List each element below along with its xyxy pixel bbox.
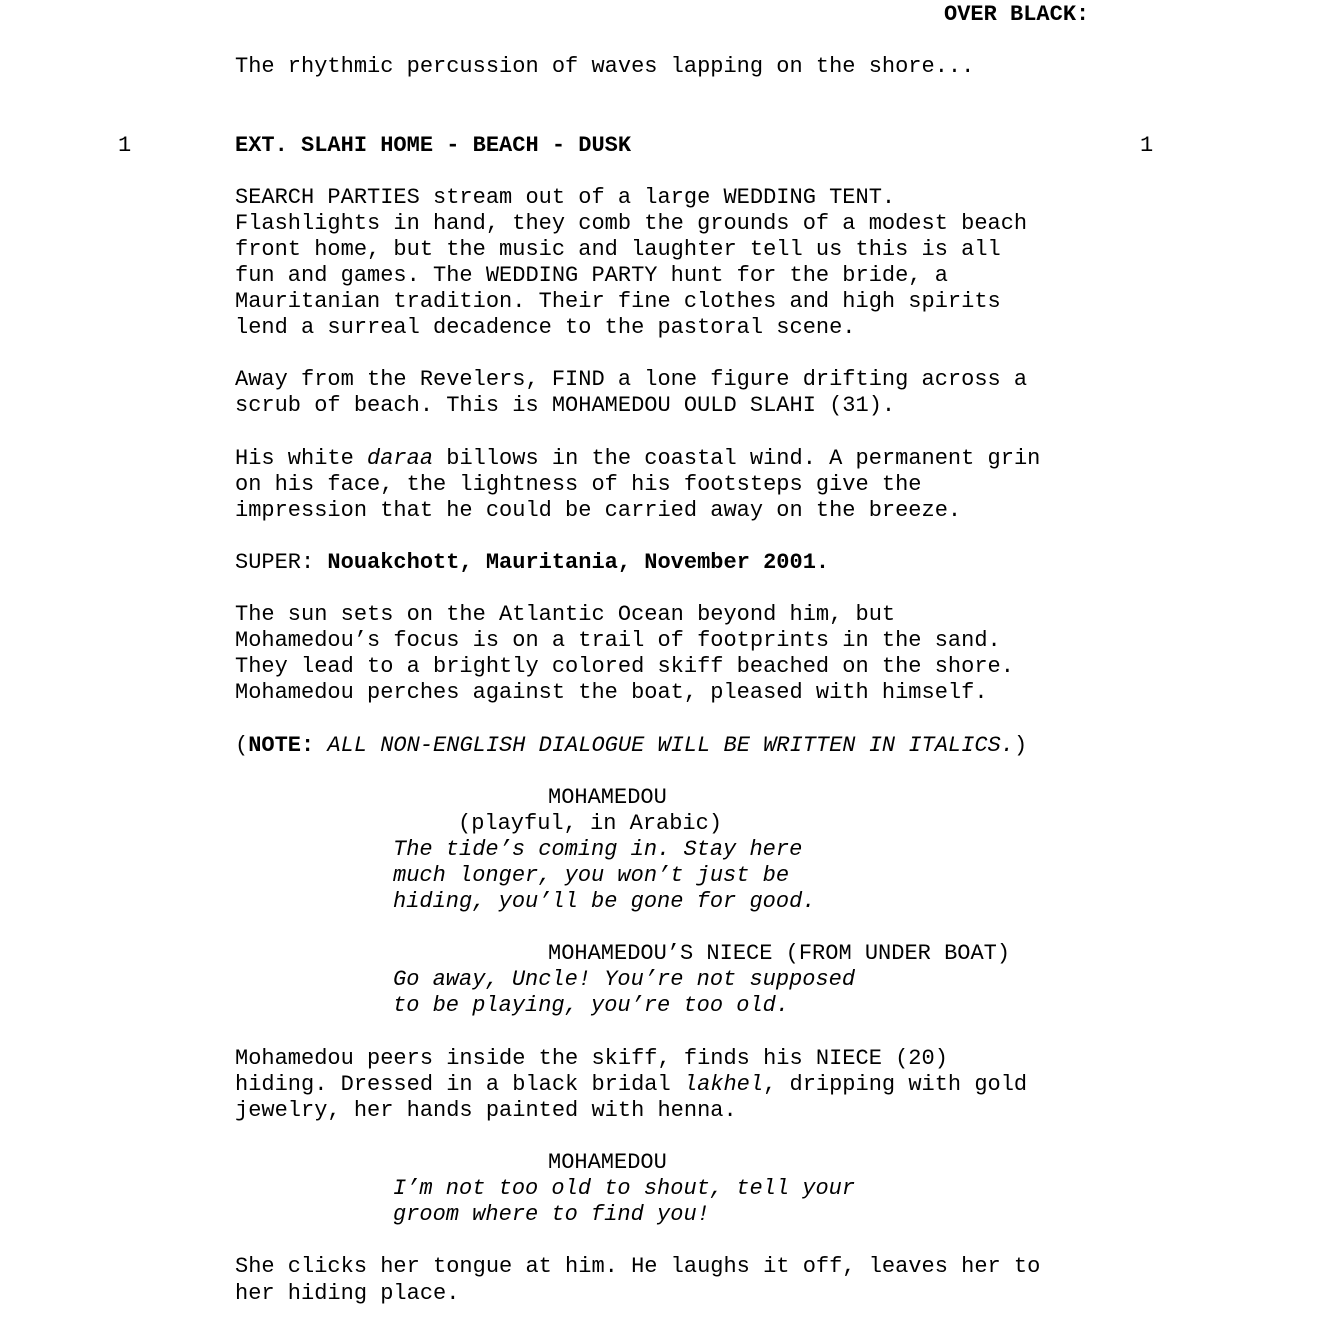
scene-number-right: 1 xyxy=(1140,133,1154,158)
dialogue-line: The tide’s coming in. Stay here xyxy=(393,837,803,862)
action-line: Mauritanian tradition. Their fine clothes and high spirits xyxy=(235,289,1001,314)
action-line: jewelry, her hands painted with henna. xyxy=(235,1098,737,1123)
action-line: Mohamedou perches against the boat, pleased with himself. xyxy=(235,680,988,705)
italic-word-lakhel: lakhel xyxy=(683,1072,764,1097)
action-line: front home, but the music and laughter tell us this is all xyxy=(235,237,1001,262)
action-line: She clicks her tongue at him. He laughs it off, leaves her to xyxy=(235,1254,1041,1279)
action-line: SEARCH PARTIES stream out of a large WEDDING TENT. xyxy=(235,185,896,210)
action-line: Mohamedou peers inside the skiff, finds his NIECE (20) xyxy=(235,1046,948,1071)
scene-number-left: 1 xyxy=(118,133,132,158)
action-line: They lead to a brightly colored skiff beached on the shore. xyxy=(235,654,1014,679)
dialogue-line: Go away, Uncle! You’re not supposed xyxy=(393,967,856,992)
dialogue-line: hiding, you’ll be gone for good. xyxy=(393,889,816,914)
action-line: on his face, the lightness of his footsteps give the xyxy=(235,472,922,497)
scene-heading: EXT. SLAHI HOME - BEACH - DUSK xyxy=(235,133,632,158)
transition-over-black: OVER BLACK: xyxy=(944,2,1090,27)
super-line: SUPER: Nouakchott, Mauritania, November 2001. xyxy=(235,550,830,575)
action-line: scrub of beach. This is MOHAMEDOU OULD SLAHI (31). xyxy=(235,393,896,418)
action-line: hiding. Dressed in a black bridal lakhel, dripping with gold xyxy=(235,1072,1028,1097)
character-name: MOHAMEDOU xyxy=(548,1150,667,1175)
action-line: Away from the Revelers, FIND a lone figure drifting across a xyxy=(235,367,1028,392)
dialogue-line: to be playing, you’re too old. xyxy=(393,993,790,1018)
action-line: fun and games. The WEDDING PARTY hunt for the bride, a xyxy=(235,263,948,288)
note-label: NOTE: xyxy=(248,733,315,758)
character-name: MOHAMEDOU xyxy=(548,785,667,810)
action-line: Mohamedou’s focus is on a trail of footprints in the sand. xyxy=(235,628,1001,653)
parenthetical: (playful, in Arabic) xyxy=(458,811,723,836)
super-location: Nouakchott, Mauritania, November 2001. xyxy=(327,550,830,575)
action-line: His white daraa billows in the coastal wind. A permanent grin xyxy=(235,446,1041,471)
action-line: impression that he could be carried away on the breeze. xyxy=(235,498,962,523)
character-name: MOHAMEDOU’S NIECE (FROM UNDER BOAT) xyxy=(548,941,1011,966)
action-line: Flashlights in hand, they comb the grounds of a modest beach xyxy=(235,211,1028,236)
action-line: The sun sets on the Atlantic Ocean beyond him, but xyxy=(235,602,896,627)
intro-action-line: The rhythmic percussion of waves lapping on the shore... xyxy=(235,54,975,79)
dialogue-line: much longer, you won’t just be xyxy=(393,863,790,888)
dialogue-line: groom where to find you! xyxy=(393,1202,710,1227)
action-line: lend a surreal decadence to the pastoral scene. xyxy=(235,315,856,340)
note-line: (NOTE: ALL NON-ENGLISH DIALOGUE WILL BE WRITTEN IN ITALICS.) xyxy=(235,733,1028,758)
action-line: her hiding place. xyxy=(235,1281,460,1306)
italic-word-daraa: daraa xyxy=(367,446,434,471)
dialogue-line: I’m not too old to shout, tell your xyxy=(393,1176,856,1201)
